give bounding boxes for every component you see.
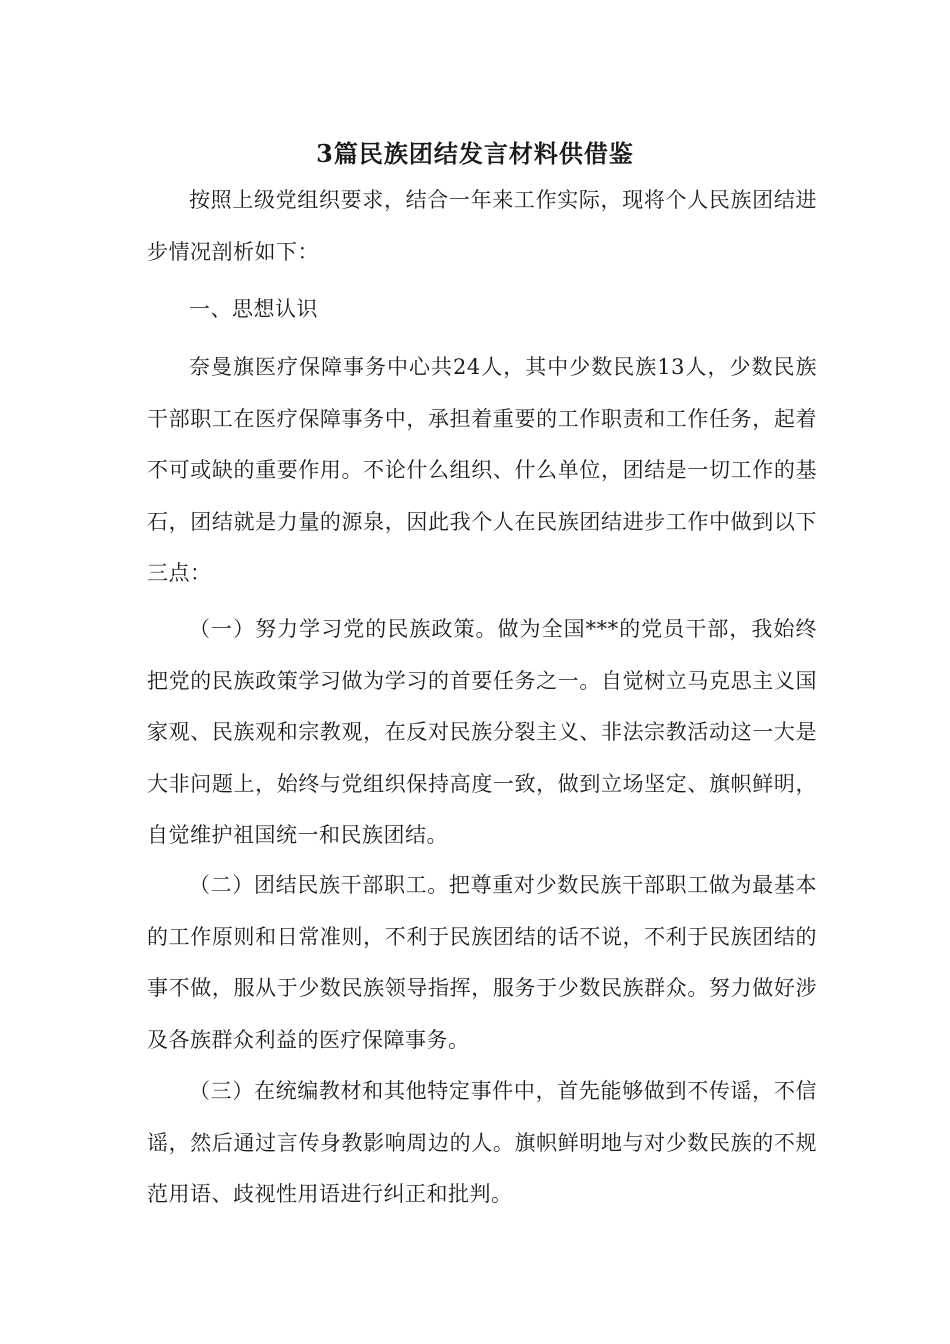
paragraph-point-3: （三）在统编教材和其他特定事件中，首先能够做到不传谣，不信谣，然后通过言传身教影响周边的人。旗帜鲜明地与对少数民族的不规范用语、歧视性用语进行纠正和批判。 (147, 1079, 817, 1206)
paragraph-point-1: （一）努力学习党的民族政策。做为全国***的党员干部，我始终把党的民族政策学习做为学习的首要任务之一。自觉树立马克思主义国家观、民族观和宗教观，在反对民族分裂主义、非法宗教活动这一大是大非问题上，始终与党组织保持高度一致，做到立场坚定、旗帜鲜明，自觉维护祖国统一和民族团结。 (147, 617, 817, 847)
paragraph-overview: 奈曼旗医疗保障事务中心共24人，其中少数民族13人，少数民族干部职工在医疗保障事务中，承担着重要的工作职责和工作任务，起着不可或缺的重要作用。不论什么组织、什么单位，团结是一切工作的基石，团结就是力量的源泉，因此我个人在民族团结进步工作中做到以下三点： (147, 355, 817, 585)
paragraph-point-2: （二）团结民族干部职工。把尊重对少数民族干部职工做为最基本的工作原则和日常准则，不利于民族团结的话不说，不利于民族团结的事不做，服从于少数民族领导指挥，服务于少数民族群众。努力做好涉及各族群众利益的医疗保障事务。 (147, 873, 817, 1052)
intro-paragraph: 按照上级党组织要求，结合一年来工作实际，现将个人民族团结进步情况剖析如下： (147, 188, 817, 264)
section-heading: 一、思想认识 (189, 297, 318, 321)
document-title: 3篇民族团结发言材料供借鉴 (316, 139, 634, 168)
